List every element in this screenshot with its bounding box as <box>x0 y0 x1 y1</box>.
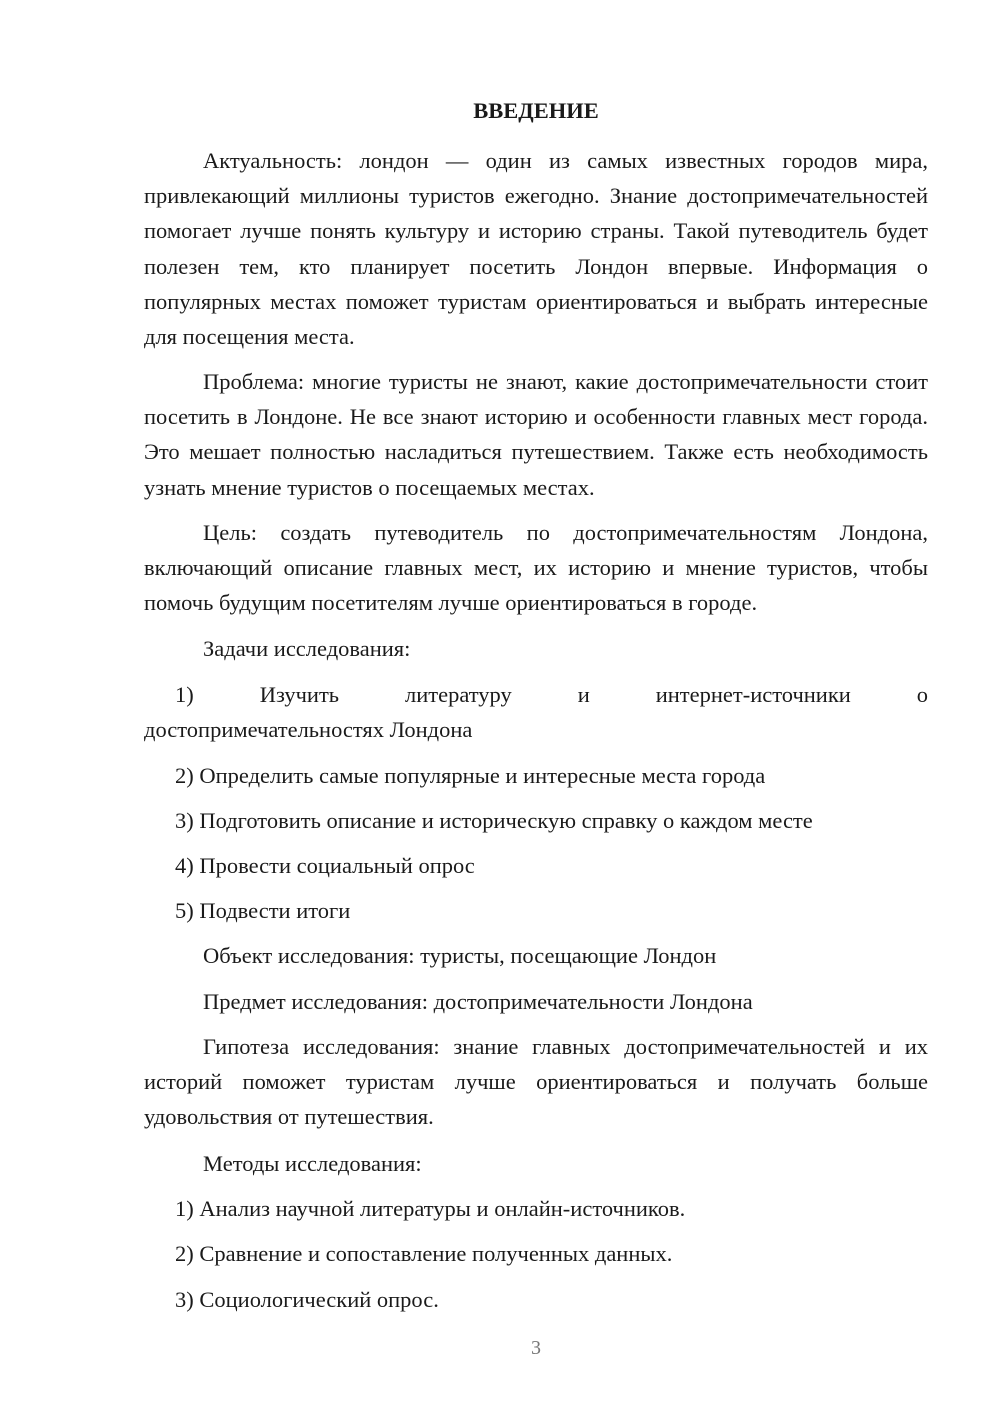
methods-heading: Методы исследования: <box>203 1151 422 1176</box>
task-item-1-continuation: достопримечательностях Лондона <box>144 717 473 742</box>
tasks-heading: Задачи исследования: <box>203 636 411 661</box>
method-item: 2) Сравнение и сопоставление полученных данных. <box>175 1241 673 1266</box>
paragraph-goal: Цель: создать путеводитель по достопримечательностям Лондона, включающий описание главных мест, их историю и мнение туристов, чтобы помочь будущим посетителям лучше ориентироваться в городе. <box>144 520 928 616</box>
method-item: 1) Анализ научной литературы и онлайн-источников. <box>175 1196 686 1221</box>
task-item: 4) Провести социальный опрос <box>175 853 475 878</box>
page-number: 3 <box>531 1337 541 1359</box>
method-item: 3) Социологический опрос. <box>175 1287 439 1312</box>
task-item: 3) Подготовить описание и историческую справку о каждом месте <box>175 808 813 833</box>
paragraph-relevance: Актуальность: лондон — один из самых известных городов мира, привлекающий миллионы туристов ежегодно. Знание достопримечательностей помогает лучше понять культуру и историю страны. Такой путеводитель будет полезен тем, кто планирует посетить Лондон впервые. Информация о популярных местах поможет туристам ориентироваться и выбрать интересные для посещения места. <box>144 148 928 350</box>
research-subject: Предмет исследования: достопримечательности Лондона <box>203 989 753 1014</box>
paragraph-problem: Проблема: многие туристы не знают, какие достопримечательности стоит посетить в Лондоне. Не все знают историю и особенности главных мест города. Это мешает полностью насладиться путешествием. Также есть необходимость узнать мнение туристов о посещаемых местах. <box>144 369 928 500</box>
paragraph-hypothesis: Гипотеза исследования: знание главных достопримечательностей и их историй поможет туристам лучше ориентироваться и получать больше удовольствия от путешествия. <box>144 1034 928 1130</box>
research-object: Объект исследования: туристы, посещающие Лондон <box>203 943 717 968</box>
task-item-1-word: Изучить <box>259 682 340 707</box>
task-item-1-word: о <box>916 682 929 707</box>
task-item-1-word: интернет-источники <box>655 682 851 707</box>
task-item: 5) Подвести итоги <box>175 898 351 923</box>
task-item-1-number: 1) <box>175 682 194 707</box>
task-item: 2) Определить самые популярные и интересные места города <box>175 763 766 788</box>
task-item-1-word: литературу <box>405 682 512 707</box>
task-item-1-word: и <box>577 682 590 707</box>
task-item-1 <box>144 677 928 712</box>
page-title: ВВЕДЕНИЕ <box>473 98 599 123</box>
